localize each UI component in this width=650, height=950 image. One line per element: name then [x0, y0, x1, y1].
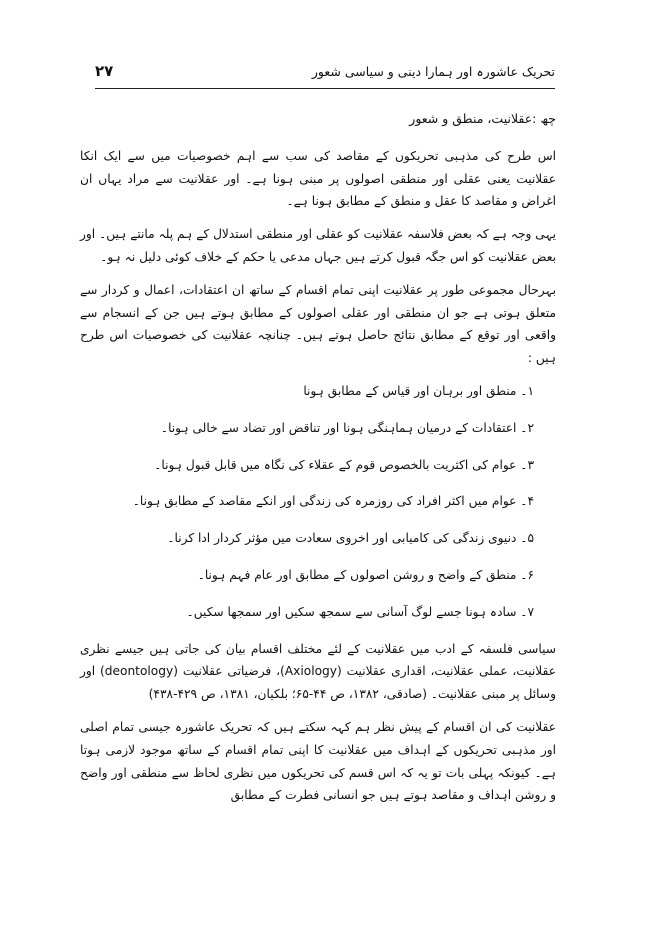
list-item: ۱۔ منطق اور برہان اور قیاس کے مطابق ہونا [303, 383, 534, 398]
page-body [80, 108, 556, 817]
list-item: ۵۔ دنیوی زندگی کی کامیابی اور اخروی سعادت میں مؤثر کردار ادا کرنا۔ [167, 531, 534, 546]
paragraph: اس طرح کی مذہبی تحریکوں کے مقاصد کی سب سے اہم خصوصیات میں سے ایک انکا عقلانیت یعنی عقلی اور منطقی اصولوں پر مبنی ہونا ہے۔ اور عقلانیت سے مراد یہاں ان اغراض و مقاصد کا عقل و منطق کے مطابق ہونا ہے۔ [80, 148, 556, 209]
list-item: ۳۔ عوام کی اکثریت بالخصوص قوم کے عقلاء کی نگاہ میں قابل قبول ہونا۔ [154, 457, 534, 472]
section-heading: چھ :عقلانیت، منطق و شعور [409, 111, 556, 126]
page-header [95, 62, 555, 86]
paragraph: عقلانیت کی ان اقسام کے پیش نظر ہم کہہ سکتے ہیں کہ تحریک عاشورہ جیسی تمام اصلی اور مذہبی تحریکوں کے اہداف میں عقلانیت کا اپنی تمام اقسام کے ساتھ موجود لازمی ہوتا ہے۔ کیونکہ پہلی بات تو یہ کہ اس قسم کی تحریکوں میں نظری لحاظ سے منطقی اور واضح و روشن اہداف و مقاصد ہوتے ہیں جو انسانی فطرت کے مطابق [80, 719, 556, 803]
paragraph: سیاسی فلسفہ کے ادب میں عقلانیت کے لئے مختلف اقسام بیان کی جاتی ہیں جیسے نظری عقلانیت، عملی عقلانیت، اقداری عقلانیت (Axiology)، فرضیاتی عقلانیت (deontology) اور وسائل پر مبنی عقلانیت۔ (صادقی، ۱۳۸۲، ص ۴۴-۶۵؛ بلکیان، ۱۳۸۱، ص ۴۲۹-۴۳۸) [80, 641, 556, 702]
page-number: ۲۷ [95, 62, 114, 80]
list-item: ۶۔ منطق کے واضح و روشن اصولوں کے مطابق اور عام فہم ہونا۔ [197, 567, 534, 582]
list-item: ۷۔ سادہ ہونا جسے لوگ آسانی سے سمجھ سکیں اور سمجھا سکیں۔ [186, 604, 534, 619]
paragraph: یہی وجہ ہے کہ بعض فلاسفہ عقلانیت کو عقلی اور منطقی استدلال کے ہم پلہ مانتے ہیں۔ اور بعض عقلانیت کو اس جگہ قبول کرتے ہیں جہاں مدعی یا حکم کے خلاف کوئی دلیل نہ ہو۔ [80, 227, 556, 264]
header-divider [95, 88, 555, 89]
rationality-features-list [80, 380, 556, 624]
list-item: ۲۔ اعتقادات کے درمیان ہماہنگی ہونا اور تناقض اور تضاد سے خالی ہونا۔ [160, 420, 534, 435]
paragraph: بہرحال مجموعی طور پر عقلانیت اپنی تمام اقسام کے ساتھ ان اعتقادات، اعمال و کردار سے متعلق ہوتی ہے جو ان منطقی اور عقلی اصولوں کے مطابق ہوتے ہیں جن کے انسجام سے واقعی اور توقع کے مطابق نتائج حاصل ہوتے ہیں۔ چنانچہ عقلانیت کی خصوصیات اس طرح ہیں : [80, 282, 556, 366]
list-item: ۴۔ عوام میں اکثر افراد کی روزمرہ کی زندگی اور انکے مقاصد کے مطابق ہونا۔ [132, 494, 534, 509]
running-header-title: تحریک عاشورہ اور ہمارا دینی و سیاسی شعور [311, 64, 555, 79]
